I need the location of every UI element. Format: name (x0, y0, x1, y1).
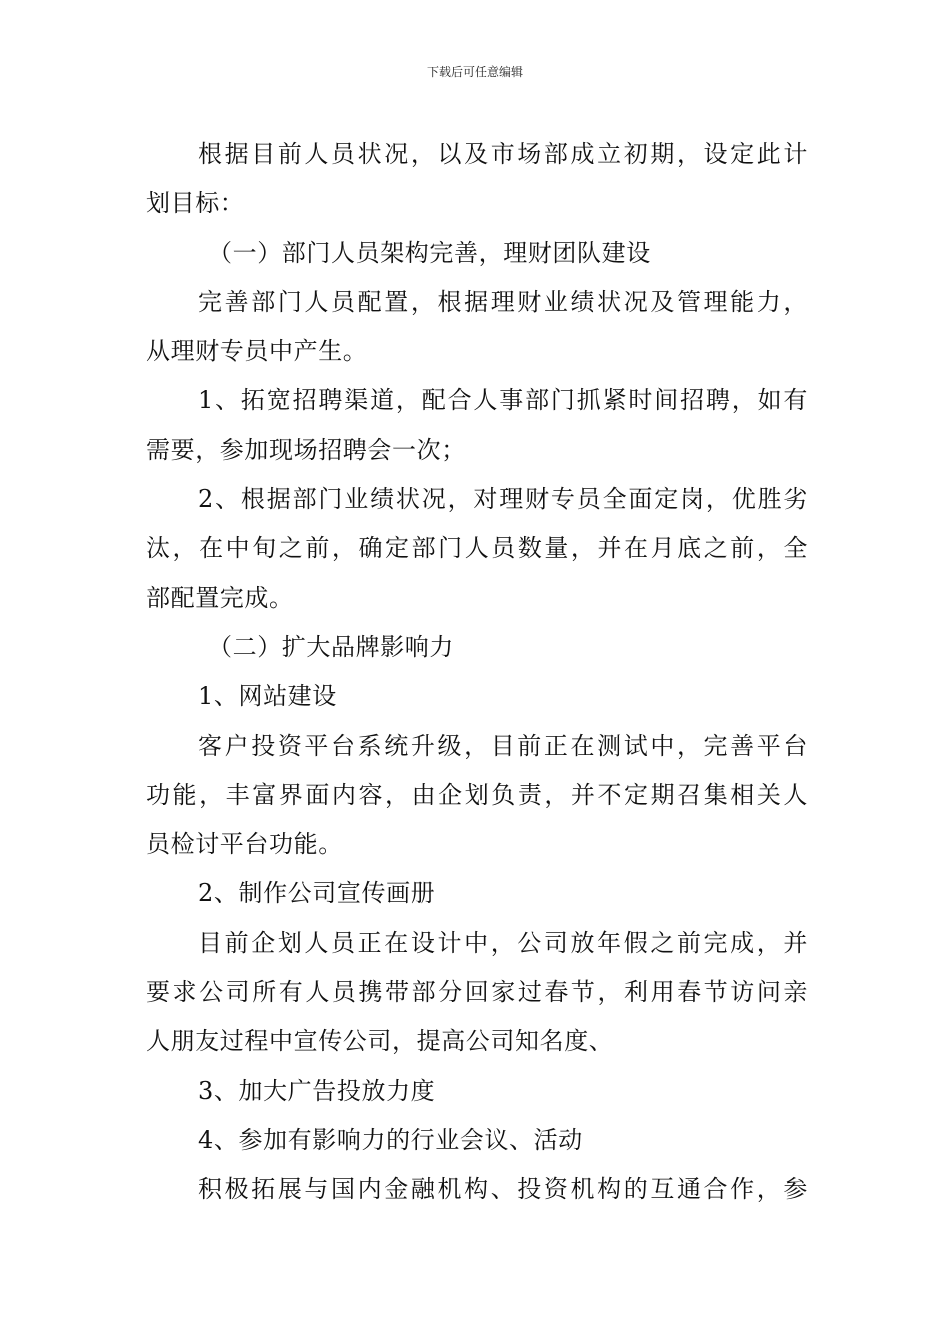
paragraph-line: 功能，丰富界面内容，由企划负责，并不定期召集相关人 (146, 780, 808, 809)
list-item-line: 部配置完成。 (146, 583, 294, 612)
paragraph-line: 积极拓展与国内金融机构、投资机构的互通合作，参 (198, 1175, 808, 1204)
document-body (146, 130, 808, 1215)
subsection-heading: 4、参加有影响力的行业会议、活动 (198, 1125, 583, 1154)
paragraph-line: 要求公司所有人员携带部分回家过春节，利用春节访问亲 (146, 978, 808, 1007)
list-item-line: 2、根据部门业绩状况，对理财专员全面定岗，优胜劣 (198, 485, 808, 514)
list-item-line: 1、拓宽招聘渠道，配合人事部门抓紧时间招聘，如有 (198, 386, 808, 415)
subsection-heading: 1、网站建设 (198, 682, 337, 711)
paragraph-line: 目前企划人员正在设计中，公司放年假之前完成，并 (198, 928, 808, 957)
list-item-line: 需要，参加现场招聘会一次； (146, 435, 466, 464)
paragraph-line: 根据目前人员状况，以及市场部成立初期，设定此计 (198, 140, 808, 168)
section-heading: （一）部门人员架构完善，理财团队建设 (208, 238, 651, 267)
paragraph-line: 划目标： (146, 189, 245, 218)
list-item-line: 汰，在中旬之前，确定部门人员数量，并在月底之前，全 (146, 534, 808, 563)
subsection-heading: 3、加大广告投放力度 (198, 1076, 436, 1105)
paragraph-line: 客户投资平台系统升级，目前正在测试中，完善平台 (198, 731, 808, 760)
section-heading: （二）扩大品牌影响力 (208, 632, 454, 661)
page-header-note: 下载后可任意编辑 (426, 65, 523, 79)
subsection-heading: 2、制作公司宣传画册 (198, 879, 436, 908)
paragraph-line: 从理财专员中产生。 (146, 337, 368, 366)
paragraph-line: 人朋友过程中宣传公司，提高公司知名度、 (146, 1027, 614, 1056)
paragraph-line: 员检讨平台功能。 (146, 830, 343, 859)
paragraph-line: 完善部门人员配置，根据理财业绩状况及管理能力， (198, 287, 808, 316)
